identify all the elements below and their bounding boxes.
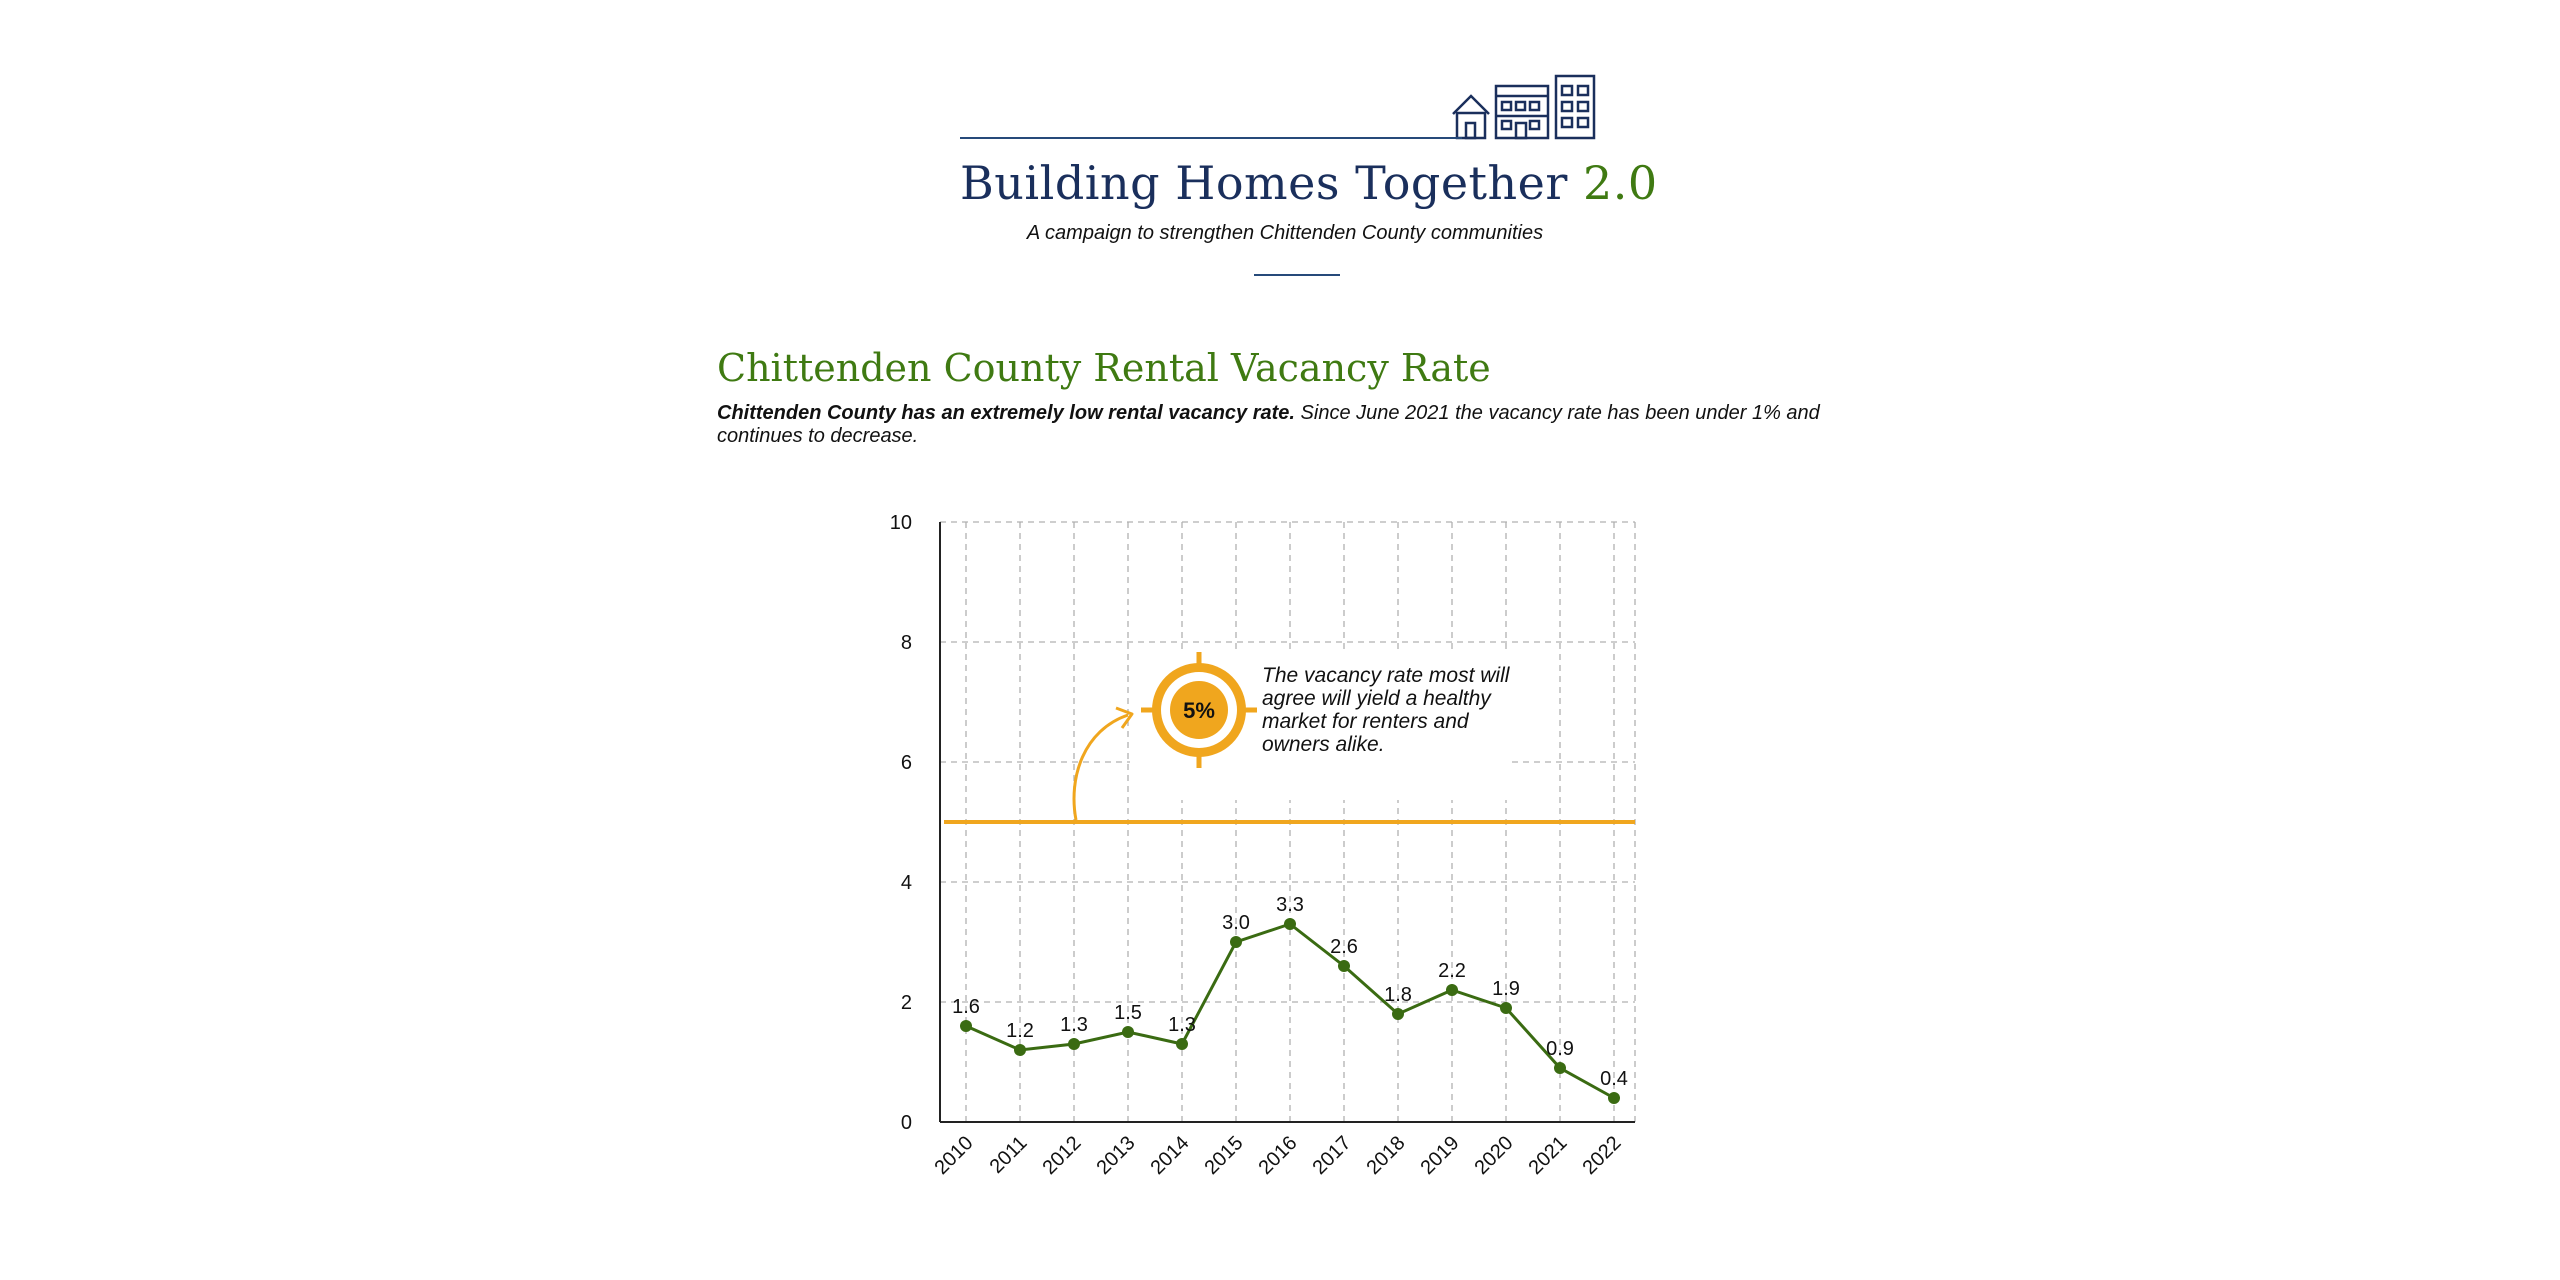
data-point	[1176, 1038, 1188, 1050]
data-label: 2.2	[1438, 960, 1466, 982]
data-label: 1.9	[1492, 978, 1520, 1000]
header-short-rule	[1254, 274, 1340, 276]
x-tick-label: 2021	[1524, 1131, 1572, 1180]
x-tick-label: 2022	[1578, 1131, 1626, 1180]
x-tick-label: 2010	[930, 1131, 978, 1180]
section-title: Chittenden County Rental Vacancy Rate	[717, 346, 1491, 390]
houses-buildings-icon	[1450, 74, 1600, 142]
data-label: 2.6	[1330, 936, 1358, 958]
data-point	[1392, 1008, 1404, 1020]
y-tick-label: 6	[900, 752, 912, 774]
data-label: 3.0	[1222, 912, 1250, 934]
site-header	[960, 74, 1658, 284]
data-label: 1.6	[952, 996, 980, 1018]
data-label: 0.4	[1600, 1068, 1628, 1090]
x-tick-label: 2012	[1038, 1131, 1086, 1180]
data-point	[1068, 1038, 1080, 1050]
y-tick-label: 10	[889, 512, 912, 534]
data-point	[1500, 1002, 1512, 1014]
data-label: 1.5	[1114, 1002, 1142, 1024]
y-tick-label: 2	[900, 992, 912, 1014]
data-label: 1.3	[1060, 1014, 1088, 1036]
data-label: 1.2	[1006, 1020, 1034, 1042]
y-tick-label: 8	[900, 632, 912, 654]
x-tick-label: 2014	[1146, 1131, 1194, 1180]
data-label: 1.3	[1168, 1014, 1196, 1036]
x-tick-label: 2017	[1308, 1131, 1356, 1180]
data-label: 0.9	[1546, 1038, 1574, 1060]
section-description	[717, 402, 1867, 448]
data-point	[1608, 1092, 1620, 1104]
x-tick-label: 2013	[1092, 1131, 1140, 1180]
x-tick-label: 2020	[1470, 1131, 1518, 1180]
site-tagline: A campaign to strengthen Chittenden County communities	[1026, 222, 1544, 244]
data-point	[1338, 960, 1350, 972]
callout-text: The vacancy rate most will agree will yield a healthy market for renters and owners alike.	[1262, 664, 1510, 756]
callout-arrow	[1074, 715, 1128, 820]
x-tick-label: 2019	[1416, 1131, 1464, 1180]
x-tick-label: 2016	[1254, 1131, 1302, 1180]
vacancy-rate-chart	[860, 500, 1680, 1220]
section-description-rest: Since June 2021 the vacancy rate has been under 1% and continues to decrease.	[717, 402, 1820, 447]
section-description-bold: Chittenden County has an extremely low rental vacancy rate.	[717, 402, 1295, 424]
data-point	[1284, 918, 1296, 930]
data-point	[960, 1020, 972, 1032]
header-rule	[960, 137, 1462, 139]
data-point	[1446, 984, 1458, 996]
target-badge-label: 5%	[1183, 698, 1215, 723]
x-tick-label: 2018	[1362, 1131, 1410, 1180]
y-tick-label: 0	[900, 1112, 912, 1134]
data-point	[1122, 1026, 1134, 1038]
x-tick-label: 2011	[985, 1131, 1032, 1178]
data-label: 1.8	[1384, 984, 1412, 1006]
data-point	[1014, 1044, 1026, 1056]
x-tick-label: 2015	[1200, 1131, 1248, 1180]
site-title-version: 2.0	[1583, 156, 1658, 210]
data-label: 3.3	[1276, 894, 1304, 916]
data-point	[1554, 1062, 1566, 1074]
data-point	[1230, 936, 1242, 948]
site-title-main: Building Homes Together	[960, 156, 1568, 210]
y-tick-label: 4	[900, 872, 912, 894]
site-title	[960, 156, 1658, 210]
